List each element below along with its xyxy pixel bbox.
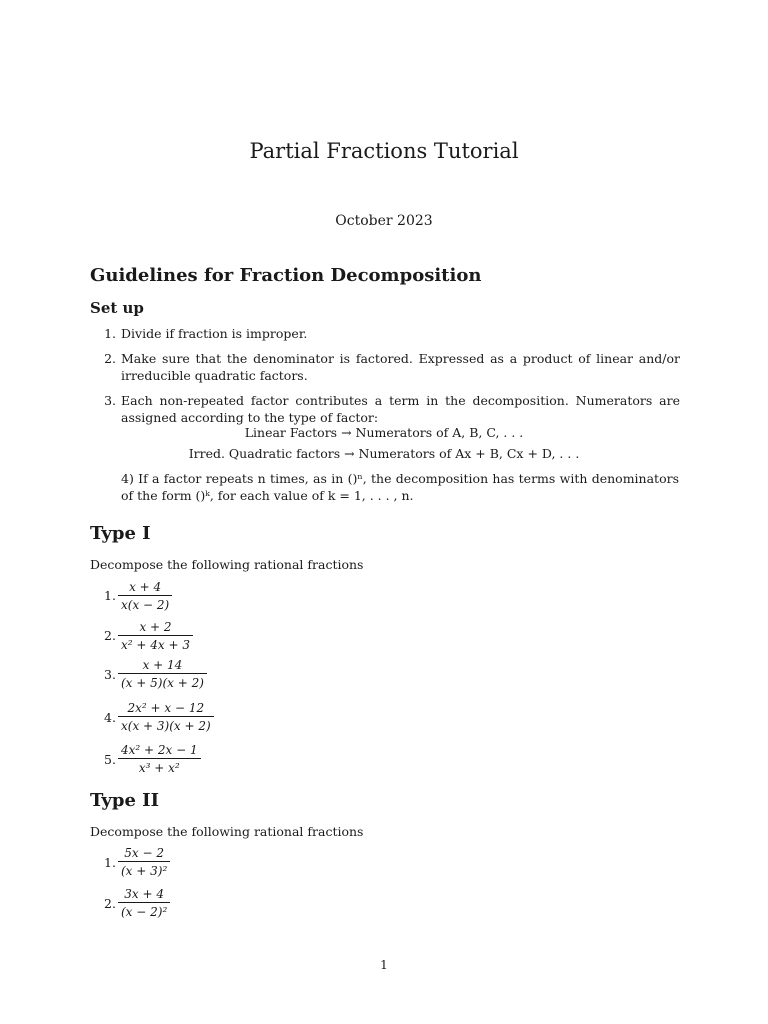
problem-number: 3. — [104, 667, 116, 682]
fraction — [118, 620, 193, 652]
list-item-number: 1. — [104, 326, 116, 341]
rule-linear-factors: Linear Factors → Numerators of A, B, C, . . . — [244, 425, 524, 440]
fraction-denominator: (x + 5)(x + 2) — [121, 676, 204, 690]
subsection-heading-setup: Set up — [90, 299, 144, 317]
list-item — [90, 350, 680, 384]
problem-number: 5. — [104, 752, 116, 767]
list-item-text: Each non-repeated factor contributes a term in the decomposition. Numerators are assigned according to the type of factor: — [121, 393, 680, 425]
fraction-numerator: x + 4 — [129, 580, 162, 594]
fraction-denominator: x³ + x² — [138, 761, 180, 775]
type-2-instruction: Decompose the following rational fractions — [90, 824, 364, 839]
fraction-numerator: 4x² + 2x − 1 — [121, 743, 198, 757]
section-heading-type-2: Type II — [90, 790, 160, 811]
fraction-denominator: (x − 2)² — [121, 905, 168, 919]
list-item — [90, 392, 680, 426]
fraction-numerator: 5x − 2 — [124, 846, 164, 860]
document-date: October 2023 — [335, 213, 433, 229]
type-1-instruction: Decompose the following rational fractions — [90, 557, 364, 572]
problem-number: 1. — [104, 855, 116, 870]
fraction-denominator: x² + 4x + 3 — [121, 638, 190, 652]
fraction-numerator: 2x² + x − 12 — [127, 701, 205, 715]
problem-number: 1. — [104, 588, 116, 603]
list-item-text: Divide if fraction is improper. — [121, 326, 308, 341]
list-item-number: 3. — [104, 393, 116, 408]
list-item-number: 2. — [104, 351, 116, 366]
fraction — [118, 743, 201, 775]
fraction-numerator: x + 2 — [139, 620, 172, 634]
repeated-factor-note: 4) If a factor repeats n times, as in ()ⁿ, the decomposition has terms with denominators of the form ()ᵏ, for each value of k = 1, . . . , n. — [121, 471, 679, 503]
fraction — [118, 701, 214, 733]
fraction-denominator: x(x − 2) — [121, 598, 170, 612]
problem-number: 2. — [104, 896, 116, 911]
section-heading-type-1: Type I — [90, 523, 151, 544]
list-item-text: Make sure that the denominator is factored. Expressed as a product of linear and/or irreducible quadratic factors. — [121, 351, 680, 383]
fraction — [118, 580, 172, 612]
fraction — [118, 658, 207, 690]
fraction-denominator: x(x + 3)(x + 2) — [121, 719, 211, 733]
rule-quadratic-factors: Irred. Quadratic factors → Numerators of Ax + B, Cx + D, . . . — [188, 446, 580, 461]
fraction-numerator: x + 14 — [142, 658, 183, 672]
section-heading-guidelines: Guidelines for Fraction Decomposition — [90, 265, 482, 286]
fraction — [118, 846, 170, 878]
page-number: 1 — [380, 958, 388, 972]
fraction — [118, 887, 170, 919]
fraction-denominator: (x + 3)² — [121, 864, 168, 878]
list-item — [90, 325, 680, 342]
problem-number: 4. — [104, 710, 116, 725]
document-title: Partial Fractions Tutorial — [249, 139, 519, 163]
fraction-numerator: 3x + 4 — [124, 887, 164, 901]
problem-number: 2. — [104, 628, 116, 643]
